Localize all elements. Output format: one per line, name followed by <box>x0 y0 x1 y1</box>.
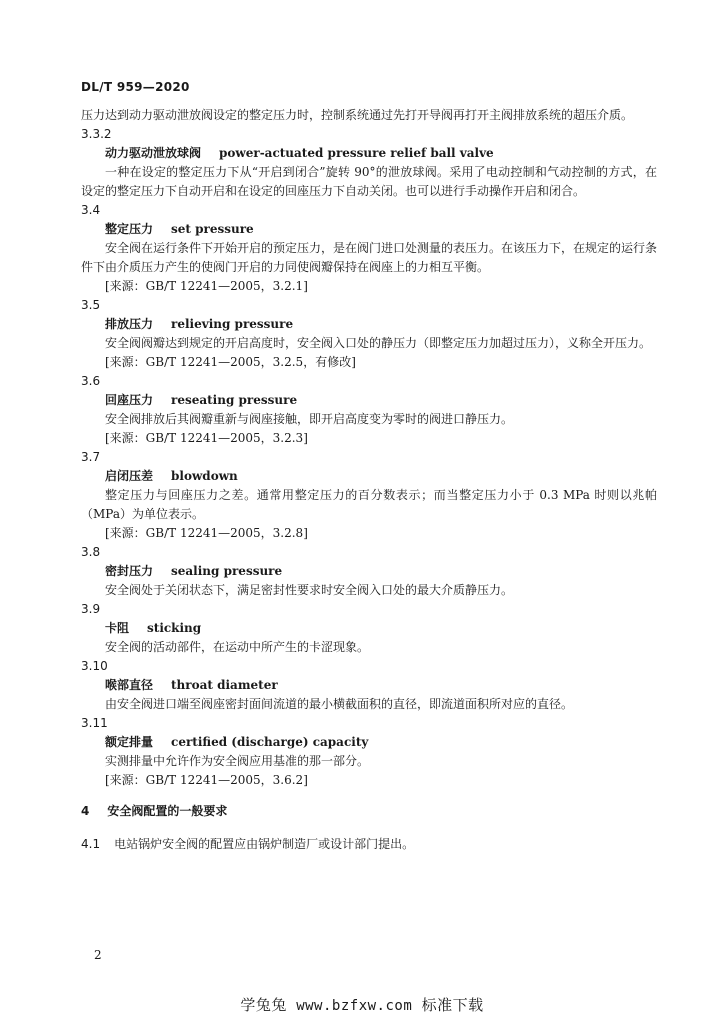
term-heading <box>81 676 657 695</box>
term-heading <box>81 467 657 486</box>
term-heading <box>81 220 657 239</box>
clause-number: 3.11 <box>81 716 108 730</box>
clause-number: 3.10 <box>81 659 108 673</box>
term-definition: 实测排量中允许作为安全阀应用基准的那一部分。 <box>105 754 370 768</box>
term-zh: 额定排量 <box>105 735 154 749</box>
watermark-footer <box>0 994 724 1015</box>
term-source: [来源：GB/T 12241—2005，3.6.2] <box>105 773 308 787</box>
term-definition: 安全阀的活动部件，在运动中所产生的卡涩现象。 <box>105 640 370 654</box>
clause-number: 3.6 <box>81 374 101 388</box>
term-source: [来源：GB/T 12241—2005，3.2.8] <box>105 526 308 540</box>
term-en: set pressure <box>171 222 254 236</box>
footer-tagline: 标准下载 <box>421 996 484 1014</box>
term-zh: 喉部直径 <box>105 678 154 692</box>
term-definition: 安全阀阀瓣达到规定的开启高度时，安全阀入口处的静压力（即整定压力加超过压力），义称全开压力。 <box>105 336 652 350</box>
clause-number: 3.3.2 <box>81 127 112 141</box>
document-body <box>81 106 657 854</box>
term-definition: 安全阀处于关闭状态下，满足密封性要求时安全阀入口处的最大介质静压力。 <box>105 583 514 597</box>
term-definition: 安全阀在运行条件下开始开启的预定压力，是在阀门进口处测量的表压力。在该压力下，在规定的运行条件下由介质压力产生的使阀门开启的力同使阀瓣保持在阀座上的力相互平衡。 <box>81 241 658 274</box>
footer-site-name: 学兔兔 <box>240 996 287 1014</box>
clause-number: 3.9 <box>81 602 101 616</box>
term-definition: 安全阀排放后其阀瓣重新与阀座接触，即开启高度变为零时的阀进口静压力。 <box>105 412 514 426</box>
section-title: 安全阀配置的一般要求 <box>107 804 228 818</box>
term-heading <box>81 391 657 410</box>
term-en: certified (discharge) capacity <box>171 735 369 749</box>
section-number: 4 <box>81 804 90 818</box>
term-source: [来源：GB/T 12241—2005，3.2.1] <box>105 279 308 293</box>
term-en: sealing pressure <box>171 564 283 578</box>
term-heading <box>81 144 657 163</box>
term-zh: 整定压力 <box>105 222 154 236</box>
clause-number: 3.8 <box>81 545 101 559</box>
term-definition: 整定压力与回座压力之差。通常用整定压力的百分数表示；而当整定压力小于 0.3 MPa 时则以兆帕（MPa）为单位表示。 <box>81 488 657 521</box>
term-zh: 动力驱动泄放球阀 <box>105 146 202 160</box>
subclause <box>81 835 657 854</box>
term-en: blowdown <box>171 469 238 483</box>
clause-number: 3.4 <box>81 203 101 217</box>
subclause-text: 电站锅炉安全阀的配置应由锅炉制造厂或设计部门提出。 <box>114 837 415 851</box>
term-heading <box>81 562 657 581</box>
intro-continuation: 压力达到动力驱动泄放阀设定的整定压力时，控制系统通过先打开导阀再打开主阀排放系统的超压介质。 <box>81 108 634 122</box>
term-zh: 卡阻 <box>105 621 130 635</box>
term-definition: 由安全阀进口端至阀座密封面间流道的最小横截面积的直径，即流道面积所对应的直径。 <box>105 697 574 711</box>
term-source: [来源：GB/T 12241—2005，3.2.3] <box>105 431 308 445</box>
term-heading <box>81 315 657 334</box>
term-source: [来源：GB/T 12241—2005，3.2.5，有修改] <box>105 355 356 369</box>
term-definition: 一种在设定的整定压力下从“开启到闭合”旋转 90°的泄放球阀。采用了电动控制和气动控制的方式，在设定的整定压力下自动开启和在设定的回座压力下自动关闭。也可以进行手动操作开启和闭合。 <box>81 165 657 198</box>
term-zh: 启闭压差 <box>105 469 154 483</box>
clause-number: 3.5 <box>81 298 101 312</box>
term-en: power-actuated pressure relief ball valve <box>219 146 494 160</box>
term-heading <box>81 733 657 752</box>
term-en: reseating pressure <box>171 393 298 407</box>
section-heading <box>81 802 657 821</box>
term-zh: 密封压力 <box>105 564 154 578</box>
term-en: sticking <box>147 621 202 635</box>
document-code-header: DL/T 959—2020 <box>81 80 190 94</box>
page-number: 2 <box>94 948 102 962</box>
clause-number: 3.7 <box>81 450 101 464</box>
term-zh: 排放压力 <box>105 317 154 331</box>
footer-url: www.bzfxw.com <box>296 998 413 1014</box>
term-en: throat diameter <box>171 678 278 692</box>
term-zh: 回座压力 <box>105 393 154 407</box>
term-heading <box>81 619 657 638</box>
term-en: relieving pressure <box>171 317 294 331</box>
subclause-number: 4.1 <box>81 837 101 851</box>
